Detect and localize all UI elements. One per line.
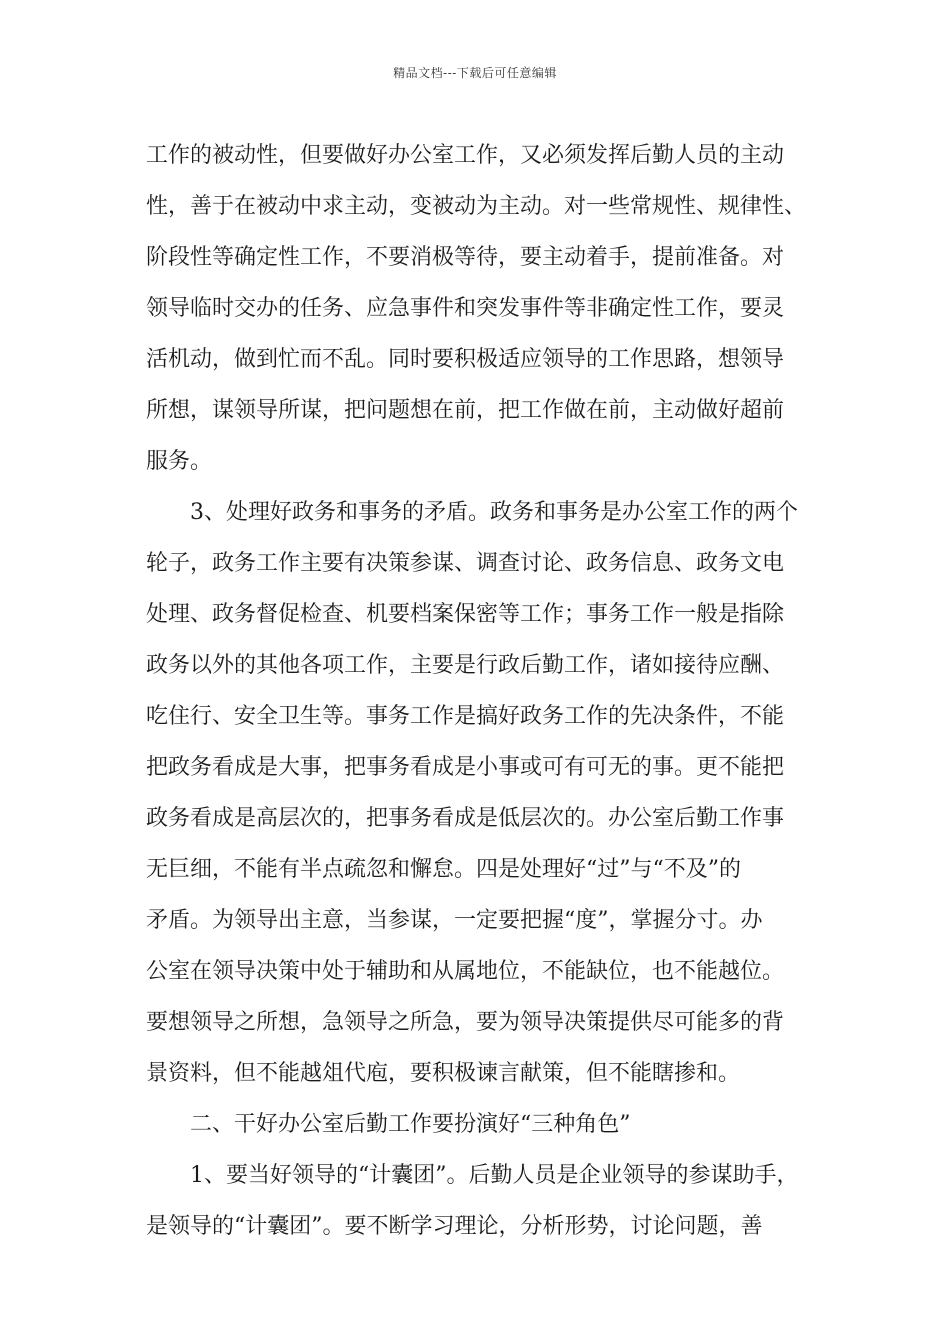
text-line: 处理、政务督促检查、机要档案保密等工作；事务工作一般是指除 xyxy=(146,602,785,627)
paragraph-start-line: 3、处理好政务和事务的矛盾。政务和事务是办公室工作的两个 xyxy=(190,500,798,525)
text-line: 政务以外的其他各项工作，主要是行政后勤工作，诸如接待应酬、 xyxy=(146,653,785,678)
text-line: 无巨细，不能有半点疏忽和懈怠。四是处理好“过”与“不及”的 xyxy=(146,857,741,882)
text-line: 轮子，政务工作主要有决策参谋、调查讨论、政务信息、政务文电 xyxy=(146,551,785,576)
text-line: 把政务看成是大事，把事务看成是小事或可有可无的事。更不能把 xyxy=(146,755,785,780)
section-heading: 二、干好办公室后勤工作要扮演好“三种角色” xyxy=(190,1112,631,1137)
text-line: 景资料，但不能越俎代庖，要积极谏言献策，但不能瞎掺和。 xyxy=(146,1061,741,1086)
text-line: 服务。 xyxy=(146,449,213,474)
text-line: 要想领导之所想，急领导之所急，要为领导决策提供尽可能多的背 xyxy=(146,1010,785,1035)
paragraph-start-line: 1、要当好领导的“计囊团”。后勤人员是企业领导的参谋助手， xyxy=(190,1163,799,1188)
text-line: 领导临时交办的任务、应急事件和突发事件等非确定性工作，要灵 xyxy=(146,296,785,321)
text-line: 吃住行、安全卫生等。事务工作是搞好政务工作的先决条件，不能 xyxy=(146,704,785,729)
text-line: 所想，谋领导所谋，把问题想在前，把工作做在前，主动做好超前 xyxy=(146,398,785,423)
text-line: 工作的被动性，但要做好办公室工作，又必须发挥后勤人员的主动 xyxy=(146,143,785,168)
text-line: 性，善于在被动中求主动，变被动为主动。对一些常规性、规律性、 xyxy=(146,194,807,219)
text-line: 公室在领导决策中处于辅助和从属地位，不能缺位，也不能越位。 xyxy=(146,959,785,984)
text-line: 政务看成是高层次的，把事务看成是低层次的。办公室后勤工作事 xyxy=(146,806,785,831)
text-line: 阶段性等确定性工作，不要消极等待，要主动着手，提前准备。对 xyxy=(146,245,785,270)
text-line: 是领导的“计囊团”。要不断学习理论，分析形势，讨论问题，善 xyxy=(146,1214,763,1239)
body-text xyxy=(146,130,811,1252)
text-line: 矛盾。为领导出主意，当参谋，一定要把握“度”，掌握分寸。办 xyxy=(146,908,763,933)
page-header: 精品文档---下载后可任意编辑 xyxy=(393,66,557,80)
text-line: 活机动，做到忙而不乱。同时要积极适应领导的工作思路，想领导 xyxy=(146,347,785,372)
